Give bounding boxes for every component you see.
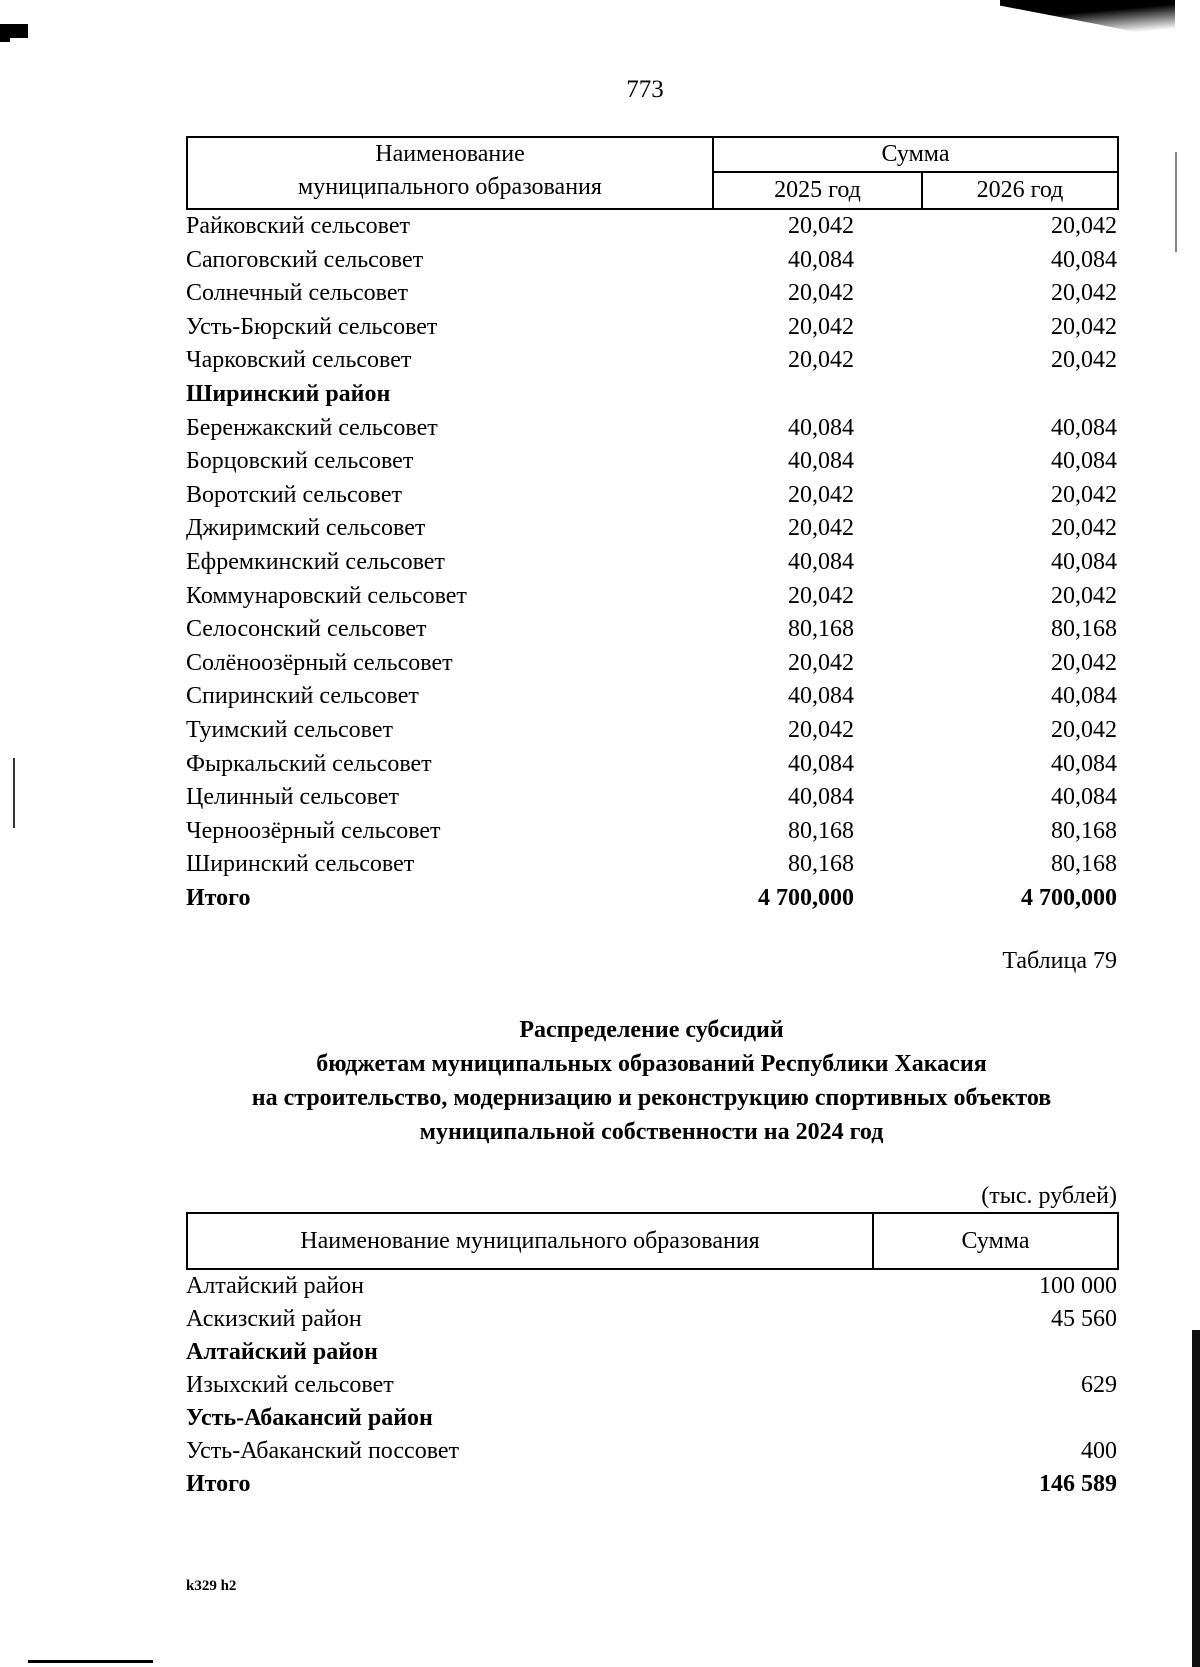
title-line: бюджетам муниципальных образований Республики Хакасия: [316, 1051, 987, 1077]
row-value-2026: 20,042: [1051, 515, 1117, 542]
row-value-2026: 20,042: [1051, 347, 1117, 374]
table1-body: [186, 210, 1117, 915]
table-row-group: [186, 1402, 1117, 1435]
row-value-2026: 20,042: [1051, 213, 1117, 239]
table-row-group: [186, 1336, 1117, 1369]
table-row: [186, 1435, 1117, 1468]
row-value-2026: 4 700,000: [1021, 884, 1117, 911]
row-value-2025: 80,168: [788, 616, 854, 643]
row-value: 629: [1081, 1372, 1117, 1398]
row-name: Целинный сельсовет: [186, 784, 399, 811]
row-name: Фыркальский сельсовет: [186, 750, 432, 777]
title-line: муниципальной собственности на 2024 год: [419, 1119, 884, 1145]
row-name: Усть-Бюрский сельсовет: [186, 313, 438, 340]
row-value-2025: 4 700,000: [758, 884, 854, 911]
row-value-2026: 20,042: [1051, 280, 1117, 307]
row-value-2026: 20,042: [1051, 716, 1117, 743]
row-name: Беренжакский сельсовет: [186, 414, 438, 441]
row-name: Туимский сельсовет: [186, 716, 393, 743]
table-row: [186, 311, 1117, 345]
title-line: на строительство, модернизацию и реконструкцию спортивных объектов: [251, 1085, 1052, 1111]
title-line: Распределение субсидий: [519, 1017, 784, 1043]
table-row: [186, 277, 1117, 311]
row-value-2025: 20,042: [788, 716, 854, 743]
table2-header: [186, 1212, 1119, 1270]
page-number: 773: [626, 76, 664, 103]
row-value-2026: 80,168: [1051, 616, 1117, 643]
row-value-2025: 40,084: [788, 784, 854, 811]
row-value-2025: 20,042: [788, 649, 854, 676]
row-value: 146 589: [1039, 1471, 1117, 1497]
table-row: [186, 613, 1117, 647]
scan-artifact-bottom-left: [28, 1660, 153, 1663]
table-label: Таблица 79: [1002, 948, 1117, 974]
row-value-2026: 20,042: [1051, 582, 1117, 609]
row-value-2025: 40,084: [788, 548, 854, 575]
table-row-group: [186, 378, 1117, 412]
row-value-2026: 80,168: [1051, 817, 1117, 844]
row-name: Борцовский сельсовет: [186, 448, 414, 475]
table-row: [186, 546, 1117, 580]
row-name: Джиримский сельсовет: [186, 515, 426, 542]
row-name: Воротский сельсовет: [186, 481, 402, 508]
row-name: Ширинский сельсовет: [186, 851, 415, 878]
row-name: Солёноозёрный сельсовет: [186, 649, 453, 676]
table1-header-name-line2: муниципального образования: [298, 174, 602, 200]
row-name: Аскизский район: [186, 1306, 362, 1332]
table-row: [186, 1369, 1117, 1402]
table-row: [186, 210, 1117, 244]
row-value: 45 560: [1051, 1306, 1117, 1332]
row-name: Чарковский сельсовет: [186, 347, 412, 374]
table-row: [186, 445, 1117, 479]
row-value-2025: 40,084: [788, 683, 854, 710]
row-name: Райковский сельсовет: [186, 213, 410, 239]
table-row: [186, 848, 1117, 882]
table-row: [186, 244, 1117, 278]
scan-artifact-top-right: [1000, 0, 1175, 40]
row-value-2026: 40,084: [1051, 683, 1117, 710]
table1-header-name-line1: Наименование: [375, 141, 525, 167]
row-value-2025: 40,084: [788, 414, 854, 441]
row-value-2026: 20,042: [1051, 313, 1117, 340]
row-value-2025: 20,042: [788, 515, 854, 542]
table-row: [186, 344, 1117, 378]
table2-header-sum: Сумма: [961, 1228, 1030, 1254]
table1-header: [186, 136, 1119, 210]
row-value-2025: 20,042: [788, 280, 854, 307]
row-value-2025: 20,042: [788, 313, 854, 340]
table-row: [186, 781, 1117, 815]
row-value-2026: 40,084: [1051, 784, 1117, 811]
table-row: [186, 479, 1117, 513]
row-value-2026: 20,042: [1051, 481, 1117, 508]
scan-artifact-right-bar: [1192, 1330, 1200, 1667]
table-row: [186, 815, 1117, 849]
row-value-2025: 20,042: [788, 481, 854, 508]
units-label: (тыс. рублей): [981, 1183, 1117, 1209]
row-name: Алтайский район: [186, 1273, 364, 1299]
table-row: [186, 1303, 1117, 1336]
row-name: Сапоговский сельсовет: [186, 246, 424, 273]
table-row: [186, 680, 1117, 714]
table-row-group: [186, 1468, 1117, 1501]
table-row: [186, 714, 1117, 748]
row-value-2025: 20,042: [788, 582, 854, 609]
row-name: Алтайский район: [186, 1339, 378, 1365]
table-row: [186, 647, 1117, 681]
row-value-2026: 40,084: [1051, 448, 1117, 475]
table-row: [186, 412, 1117, 446]
table-row: [186, 1270, 1117, 1303]
row-value-2025: 80,168: [788, 851, 854, 878]
table1-header-year-2025: 2025 год: [714, 173, 923, 208]
scan-artifact-right-line: [1175, 152, 1177, 252]
row-value: 400: [1081, 1438, 1117, 1464]
row-value-2025: 40,084: [788, 246, 854, 273]
scan-artifact-top-left-2: [0, 24, 10, 42]
row-value-2026: 80,168: [1051, 851, 1117, 878]
table2-title: [186, 1013, 1117, 1149]
row-name: Солнечный сельсовет: [186, 280, 408, 307]
row-value-2026: 40,084: [1051, 548, 1117, 575]
row-name: Итого: [186, 884, 251, 911]
row-name: Ширинский район: [186, 380, 391, 407]
scan-artifact-left-line: [13, 758, 15, 828]
row-name: Итого: [186, 1471, 251, 1497]
row-value-2026: 40,084: [1051, 750, 1117, 777]
row-name: Спиринский сельсовет: [186, 683, 419, 710]
table1-header-name: [188, 138, 714, 208]
row-name: Усть-Абаканский поссовет: [186, 1438, 460, 1464]
table-row: [186, 748, 1117, 782]
row-value-2026: 20,042: [1051, 649, 1117, 676]
row-value-2025: 20,042: [788, 213, 854, 239]
table-row: [186, 512, 1117, 546]
row-name: Коммунаровский сельсовет: [186, 582, 467, 609]
row-name: Черноозёрный сельсовет: [186, 817, 441, 844]
table1-header-sum: Сумма: [714, 138, 1117, 173]
row-name: Селосонский сельсовет: [186, 616, 427, 643]
row-value-2025: 80,168: [788, 817, 854, 844]
table2-body: [186, 1270, 1117, 1501]
table2-header-name: Наименование муниципального образования: [188, 1214, 874, 1268]
row-value: 100 000: [1039, 1273, 1117, 1299]
table-row-group: [186, 882, 1117, 916]
footer-code: k329 h2: [186, 1578, 237, 1594]
row-name: Ефремкинский сельсовет: [186, 548, 445, 575]
row-value-2025: 40,084: [788, 448, 854, 475]
table-row: [186, 580, 1117, 614]
row-value-2026: 40,084: [1051, 246, 1117, 273]
row-value-2025: 40,084: [788, 750, 854, 777]
row-name: Изыхский сельсовет: [186, 1372, 394, 1398]
row-name: Усть-Абакансий район: [186, 1405, 433, 1431]
row-value-2026: 40,084: [1051, 414, 1117, 441]
table1-header-year-2026: 2026 год: [976, 177, 1064, 203]
row-value-2025: 20,042: [788, 347, 854, 374]
